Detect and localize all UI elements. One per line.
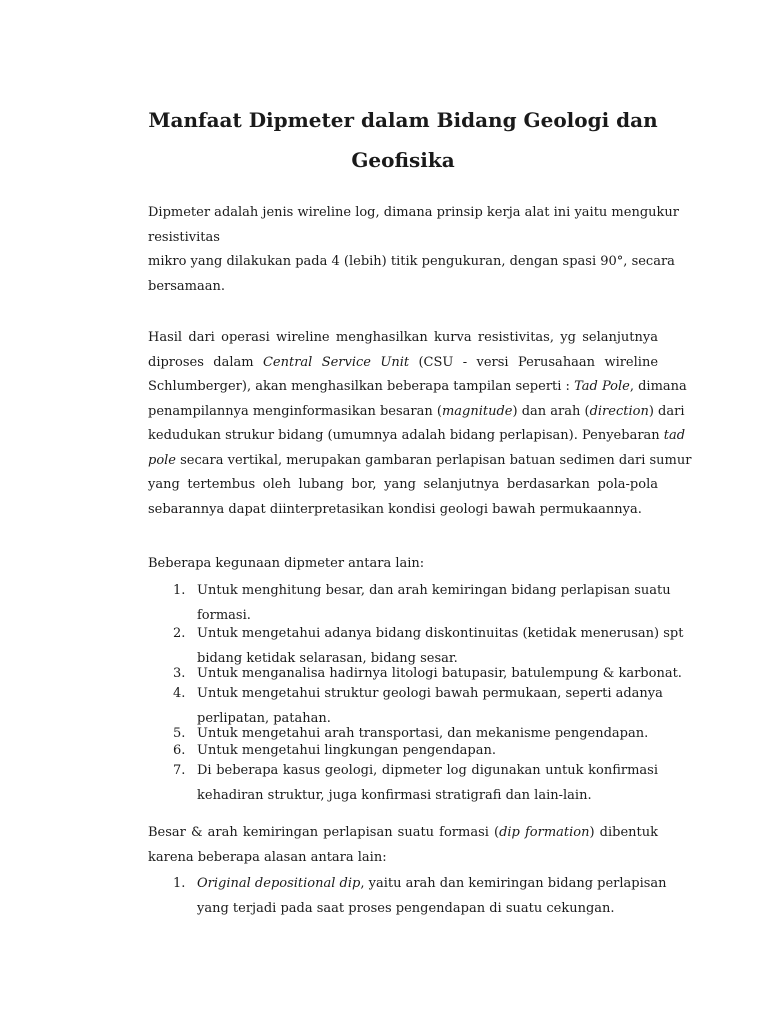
list-number: 2.: [173, 626, 186, 641]
list-item: [148, 579, 671, 628]
paragraph-intro: [148, 201, 679, 299]
text-line: Schlumberger), akan menghasilkan beberapa tampilan seperti : Tad Pole, dimana: [148, 379, 687, 394]
title-line-1: Manfaat Dipmeter dalam Bidang Geologi dan: [148, 108, 658, 132]
list-item: [148, 725, 658, 742]
text-line: Besar & arah kemiringan perlapisan suatu formasi (dip formation) dibentuk: [148, 825, 658, 840]
list-item: [148, 622, 684, 671]
list-number: 7.: [173, 763, 186, 778]
text-line: Di beberapa kasus geologi, dipmeter log digunakan untuk konfirmasi: [197, 763, 658, 778]
text-line: yang terjadi pada saat proses pengendapan di suatu cekungan.: [197, 900, 615, 916]
list-number: 3.: [173, 666, 186, 681]
uses-list: [148, 579, 684, 803]
list-number: 1.: [173, 876, 186, 891]
text-line: mikro yang dilakukan pada 4 (lebih) titik pengukuran, dengan spasi 90°, secara: [148, 254, 675, 269]
text-line: kedudukan strukur bidang (umumnya adalah bidang perlapisan). Penyebaran tad: [148, 428, 686, 443]
title-line-2: Geofisika: [351, 148, 455, 172]
list-item: [148, 872, 667, 921]
list-intro: [148, 552, 658, 577]
document-title: [148, 100, 658, 180]
list-number: 1.: [173, 583, 186, 598]
list-number: 6.: [173, 743, 186, 758]
text-line: kehadiran struktur, juga konfirmasi stratigrafi dan lain-lain.: [197, 787, 592, 803]
text-line: Untuk menganalisa hadirnya litologi batupasir, batulempung & karbonat.: [197, 666, 682, 681]
paragraph-dip-formation: [148, 821, 658, 870]
text-line: pole secara vertikal, merupakan gambaran perlapisan batuan sedimen dari sumur: [148, 452, 692, 468]
text-line: Untuk mengetahui adanya bidang diskontinuitas (ketidak menerusan) spt: [197, 626, 684, 641]
text-line: Untuk menghitung besar, dan arah kemiringan bidang perlapisan suatu: [197, 583, 671, 598]
text-line: Untuk mengetahui arah transportasi, dan mekanisme pengendapan.: [197, 726, 649, 741]
text-line: Untuk mengetahui struktur geologi bawah permukaan, seperti adanya: [197, 686, 663, 701]
list-item: [148, 742, 658, 759]
text-line: Dipmeter adalah jenis wireline log, dimana prinsip kerja alat ini yaitu mengukur: [148, 205, 679, 220]
text-line: Untuk mengetahui lingkungan pengendapan.: [197, 743, 496, 758]
list-number: 4.: [173, 686, 186, 701]
list-number: 5.: [173, 726, 186, 741]
paragraph-wireline: [148, 326, 692, 522]
text-line: karena beberapa alasan antara lain:: [148, 849, 387, 865]
text-line: bersamaan.: [148, 278, 225, 294]
text-line: formasi.: [197, 607, 251, 623]
text-line: resistivitas: [148, 229, 220, 245]
text-line: diproses dalam Central Service Unit (CSU - versi Perusahaan wireline: [148, 354, 659, 370]
list-item: [148, 759, 658, 808]
text-line: Beberapa kegunaan dipmeter antara lain:: [148, 556, 425, 571]
text-line: yang tertembus oleh lubang bor, yang selanjutnya berdasarkan pola-pola: [148, 477, 658, 492]
reasons-list: [148, 872, 667, 921]
text-line: Hasil dari operasi wireline menghasilkan kurva resistivitas, yg selanjutnya: [148, 330, 658, 345]
list-item: [148, 665, 682, 682]
list-item: [148, 682, 663, 731]
text-line: perlipatan, patahan.: [197, 710, 331, 726]
text-line: penampilannya menginformasikan besaran (magnitude) dan arah (direction) dari: [148, 403, 685, 419]
text-line: Original depositional dip, yaitu arah dan kemiringan bidang perlapisan: [197, 876, 667, 891]
text-line: bidang ketidak selarasan, bidang sesar.: [197, 650, 458, 666]
text-line: sebarannya dapat diinterpretasikan kondisi geologi bawah permukaannya.: [148, 501, 642, 517]
